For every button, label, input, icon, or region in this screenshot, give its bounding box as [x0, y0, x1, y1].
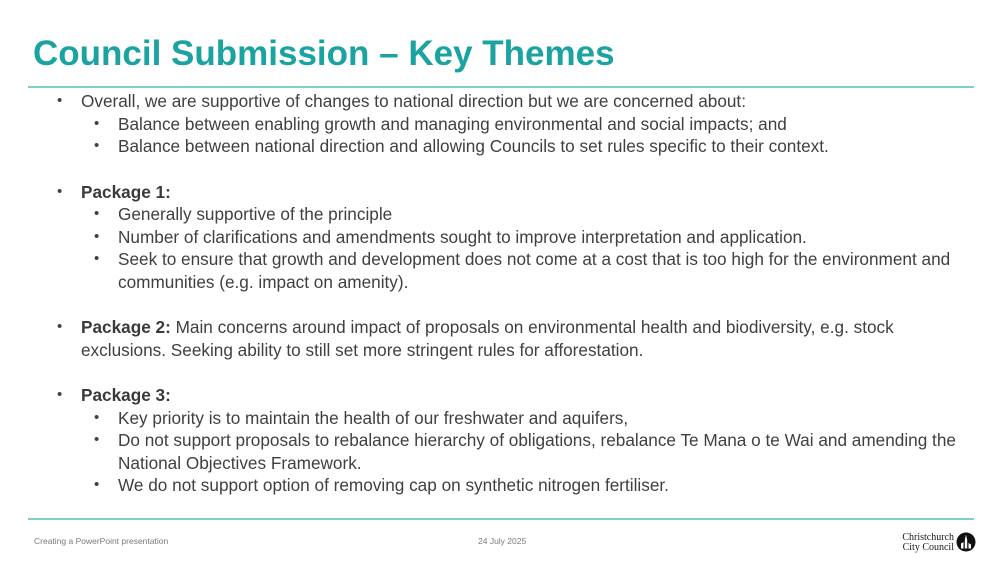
- bullet-dot: •: [94, 476, 100, 493]
- sub-bullet-text: We do not support option of removing cap on synthetic nitrogen fertiliser.: [118, 475, 669, 495]
- footer-date: 24 July 2025: [478, 536, 527, 546]
- bullet-intro: [0, 90, 1003, 113]
- bullet-dot: •: [57, 386, 63, 403]
- sub-bullet: [0, 407, 1003, 430]
- bullet-package-3: [0, 384, 1003, 407]
- package-2-text: Main concerns around impact of proposals on environmental health and biodiversity, e.g. stock exclusions. Seeking ability to still set more stringent rules for afforestation.: [81, 317, 894, 360]
- sub-bullet: [0, 135, 1003, 158]
- bullet-dot: •: [94, 114, 100, 132]
- title-divider: [28, 86, 974, 88]
- sub-bullet-text: Number of clarifications and amendments sought to improve interpretation and application.: [118, 226, 807, 247]
- package-3-label: Package 3:: [81, 385, 171, 405]
- sub-bullet: [0, 248, 1003, 293]
- council-logo: [894, 530, 978, 556]
- sub-bullet-text: Balance between enabling growth and managing environmental and social impacts; and: [118, 113, 787, 134]
- cathedral-icon: [956, 532, 976, 552]
- slide-title: Council Submission – Key Themes: [33, 34, 615, 73]
- logo-line-1: Christchurch: [902, 532, 954, 543]
- bullet-dot: •: [94, 137, 100, 154]
- logo-text: [894, 533, 954, 553]
- sub-bullet: [0, 226, 1003, 249]
- bullet-dot: •: [94, 227, 100, 245]
- bullet-package-2: [0, 316, 1003, 361]
- logo-line-2: City Council: [902, 542, 954, 553]
- sub-bullet-text: Seek to ensure that growth and development does not come at a cost that is too high for the environment and communities (e.g. impact on amenity).: [118, 249, 951, 292]
- sub-bullet-text: Do not support proposals to rebalance hierarchy of obligations, rebalance Te Mana o te Wai and amending the National Objectives Framework.: [118, 430, 956, 473]
- sub-bullet: [0, 429, 1003, 474]
- package-1-label: Package 1:: [81, 181, 171, 202]
- bullet-dot: •: [57, 318, 63, 335]
- bullet-dot: •: [94, 408, 100, 426]
- footer-presentation-name: Creating a PowerPoint presentation: [34, 536, 169, 546]
- bullet-dot: •: [57, 92, 63, 109]
- footer-divider: [28, 518, 974, 520]
- sub-bullet-text: Key priority is to maintain the health of our freshwater and aquifers,: [118, 407, 629, 428]
- bullet-dot: •: [94, 250, 100, 267]
- sub-bullet-text: Generally supportive of the principle: [118, 204, 393, 224]
- sub-bullet-text: Balance between national direction and allowing Councils to set rules specific to their context.: [118, 136, 829, 156]
- bullet-dot: •: [94, 205, 100, 222]
- sub-bullet: [0, 113, 1003, 136]
- bullet-package-1: [0, 181, 1003, 204]
- bullet-dot: •: [57, 182, 63, 200]
- bullet-dot: •: [94, 431, 100, 448]
- package-2-label: Package 2:: [81, 317, 171, 337]
- sub-bullet: [0, 474, 1003, 497]
- bullet-list: [0, 90, 1003, 497]
- intro-text: Overall, we are supportive of changes to national direction but we are concerned about:: [81, 91, 746, 111]
- sub-bullet: [0, 203, 1003, 226]
